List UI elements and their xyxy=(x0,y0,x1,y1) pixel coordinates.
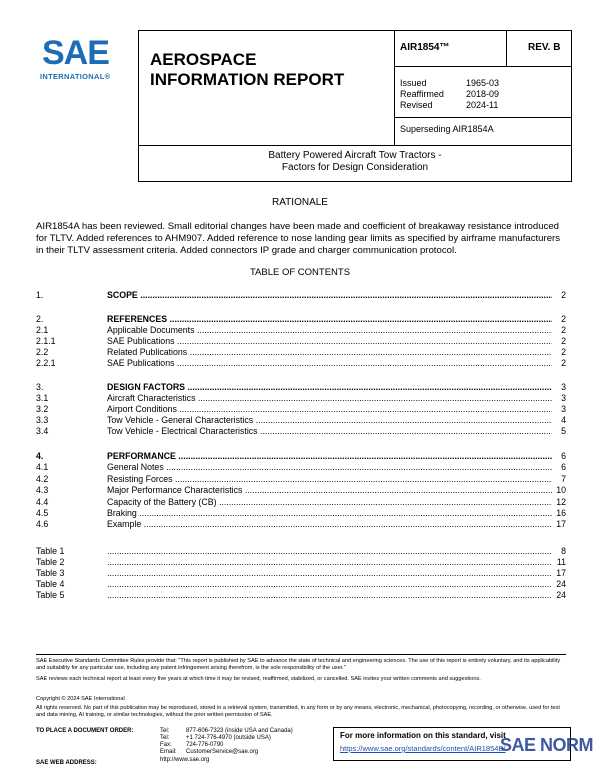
toc-entry[interactable] xyxy=(36,508,566,519)
toc-entry-title: Resisting Forces ..... xyxy=(107,474,552,485)
toc-entry-number: 3.2 xyxy=(36,404,49,414)
toc-entry-page: 16 xyxy=(556,508,566,518)
toc-entry[interactable] xyxy=(36,519,566,530)
toc-entry[interactable] xyxy=(36,325,566,336)
toc-leader-dots xyxy=(107,557,552,568)
report-type-line1: AEROSPACE xyxy=(150,50,257,69)
header-divider xyxy=(394,117,572,118)
document-number: AIR1854™ xyxy=(400,42,450,53)
toc-leader-dots xyxy=(107,590,552,601)
document-title xyxy=(138,150,572,174)
toc-entry-number: 3.1 xyxy=(36,393,49,403)
tel-value[interactable]: 877-606-7323 (inside USA and Canada) xyxy=(186,728,293,734)
toc-entry-number: 4.4 xyxy=(36,497,49,507)
email-label: Email: xyxy=(160,749,177,755)
toc-entry[interactable] xyxy=(36,382,566,393)
footer-divider xyxy=(36,654,566,655)
toc-entry[interactable] xyxy=(36,451,566,462)
toc-table-page: 24 xyxy=(556,590,566,600)
toc-entry[interactable] xyxy=(36,485,566,496)
toc-entry-title: Capacity of the Battery (CB) ..... xyxy=(107,497,552,508)
toc-entry-number: 4.6 xyxy=(36,519,49,529)
footer-review-note: SAE reviews each technical report at least every five years at which time it may be revised, reaffirmed, stabilized, or cancelled. SAE invites your written comments and suggestions. xyxy=(36,676,481,682)
toc-entry[interactable] xyxy=(36,497,566,508)
toc-entry-number: 3. xyxy=(36,382,44,392)
toc-entry-title: Aircraft Characteristics ..... xyxy=(107,393,552,404)
sae-logo-subtitle: INTERNATIONAL® xyxy=(40,72,111,81)
toc-entry-page: 10 xyxy=(556,485,566,495)
toc-entry-title: Braking ..... xyxy=(107,508,552,519)
report-type-line2: INFORMATION REPORT xyxy=(150,70,345,89)
toc-table-entry[interactable] xyxy=(36,579,566,590)
toc-table-entry[interactable] xyxy=(36,546,566,557)
toc-entry-title: Example ..... xyxy=(107,519,552,530)
revision-label: REV. B xyxy=(528,42,561,53)
reaffirmed-label: Reaffirmed xyxy=(400,89,444,99)
toc-entry-number: 4.1 xyxy=(36,462,49,472)
toc-entry-page: 17 xyxy=(556,519,566,529)
issued-label: Issued xyxy=(400,78,427,88)
order-label: TO PLACE A DOCUMENT ORDER: xyxy=(36,728,134,734)
issued-value: 1965-03 xyxy=(466,78,500,88)
toc-entry[interactable] xyxy=(36,290,566,301)
toc-entry-page: 5 xyxy=(561,426,566,436)
toc-entry-number: 4.5 xyxy=(36,508,49,518)
toc-entry-title: SAE Publications ..... xyxy=(107,336,552,347)
tel2-label: Tel: xyxy=(160,735,170,741)
toc-table-label: Table 1 xyxy=(36,546,65,556)
toc-entry-number: 2. xyxy=(36,314,44,324)
web-label: SAE WEB ADDRESS: xyxy=(36,760,97,766)
toc-table-label: Table 4 xyxy=(36,579,65,589)
toc-table-entry[interactable] xyxy=(36,557,566,568)
footer-copyright: Copyright © 2024 SAE International xyxy=(36,696,125,702)
toc-entry-number: 2.1.1 xyxy=(36,336,56,346)
web-link[interactable]: http://www.sae.org xyxy=(160,757,210,763)
toc-heading: TABLE OF CONTENTS xyxy=(249,267,351,278)
standard-url-link[interactable]: https://www.sae.org/standards/content/AIR1854B/ xyxy=(340,744,506,753)
header-divider xyxy=(394,30,395,146)
toc-leader-dots xyxy=(107,579,552,590)
toc-entry-page: 4 xyxy=(561,415,566,425)
toc-table-entry[interactable] xyxy=(36,590,566,601)
toc-entry-number: 4. xyxy=(36,451,44,461)
revised-value: 2024-11 xyxy=(466,100,499,110)
toc-entry-number: 4.3 xyxy=(36,485,49,495)
footer-rights: All rights reserved. No part of this publication may be reproduced, stored in a retrieval system, transmitted, in any form or by any means, electronic, mechanical, photocopying, recording, or otherwise, used for text and data mining, AI training, or similar technologies, without the prior written permission of SAE. xyxy=(36,705,560,718)
toc-entry-title: DESIGN FACTORS ..... xyxy=(107,382,552,393)
header-divider xyxy=(394,66,572,67)
toc-entry-page: 2 xyxy=(561,290,566,300)
toc-table-page: 17 xyxy=(556,568,566,578)
rationale-text: AIR1854A has been reviewed. Small editorial changes have been made and coefficient of breakaway resistance introduced for TLTV. Added references to AHM907. Added reference to nose landing gear limits as specified by airframe manufacturers in their TLTV assessment criteria. Added connectors IP grade and charger communication protocol. xyxy=(36,221,561,256)
toc-entry[interactable] xyxy=(36,347,566,358)
toc-entry-number: 2.2 xyxy=(36,347,49,357)
toc-entry-number: 2.2.1 xyxy=(36,358,56,368)
toc-leader-dots xyxy=(107,546,552,557)
toc-entry-number: 3.4 xyxy=(36,426,49,436)
toc-entry[interactable] xyxy=(36,474,566,485)
watermark: SAE NORM xyxy=(500,735,594,755)
toc-table-page: 8 xyxy=(561,546,566,556)
toc-leader-dots xyxy=(107,568,552,579)
toc-entry-page: 6 xyxy=(561,462,566,472)
toc-entry-number: 4.2 xyxy=(36,474,49,484)
header-divider xyxy=(506,30,507,66)
toc-entry-number: 2.1 xyxy=(36,325,49,335)
info-box-text: For more information on this standard, visit xyxy=(340,731,506,740)
toc-entry-title: SCOPE ..... xyxy=(107,290,552,301)
toc-entry[interactable] xyxy=(36,358,566,369)
toc-entry[interactable] xyxy=(36,462,566,473)
toc-entry-page: 2 xyxy=(561,347,566,357)
tel-label: Tel: xyxy=(160,728,170,734)
toc-entry-page: 3 xyxy=(561,382,566,392)
toc-entry[interactable] xyxy=(36,404,566,415)
toc-entry[interactable] xyxy=(36,426,566,437)
toc-entry[interactable] xyxy=(36,336,566,347)
toc-entry-title: REFERENCES ..... xyxy=(107,314,552,325)
toc-entry-title: Related Publications ..... xyxy=(107,347,552,358)
toc-entry-page: 6 xyxy=(561,451,566,461)
toc-entry-title: Applicable Documents ..... xyxy=(107,325,552,336)
rationale-heading: RATIONALE xyxy=(272,197,328,208)
toc-entry-number: 1. xyxy=(36,290,44,300)
toc-table-label: Table 5 xyxy=(36,590,65,600)
toc-entry-title: PERFORMANCE ..... xyxy=(107,451,552,462)
document-title-line1: Battery Powered Aircraft Tow Tractors - xyxy=(268,150,442,161)
toc-entry-page: 2 xyxy=(561,314,566,324)
toc-entry[interactable] xyxy=(36,314,566,325)
fax-label: Fax: xyxy=(160,742,172,748)
footer-disclaimer: SAE Executive Standards Committee Rules provide that: "This report is published by SAE to advance the state of technical and engineering sciences. The use of this report is entirely voluntary, and its applicability and suitability for any particular use, including any patent infringement arising therefrom, is the sole responsibility of the user." xyxy=(36,658,561,671)
toc-entry-page: 7 xyxy=(561,474,566,484)
email-link[interactable]: CustomerService@sae.org xyxy=(186,749,259,755)
toc-entry-title: Tow Vehicle - General Characteristics ..... xyxy=(107,415,552,426)
sae-logo: SAE xyxy=(42,34,109,72)
toc-entry[interactable] xyxy=(36,393,566,404)
toc-entry-title: General Notes ..... xyxy=(107,462,552,473)
revised-label: Revised xyxy=(400,100,433,110)
toc-entry-page: 2 xyxy=(561,358,566,368)
toc-entry-title: Tow Vehicle - Electrical Characteristics ..... xyxy=(107,426,552,437)
reaffirmed-value: 2018-09 xyxy=(466,89,500,99)
toc-entry-title: Major Performance Characteristics ..... xyxy=(107,485,552,496)
tel2-value[interactable]: +1 724-776-4970 (outside USA) xyxy=(186,735,271,741)
toc-entry-number: 3.3 xyxy=(36,415,49,425)
toc-table-entry[interactable] xyxy=(36,568,566,579)
superseding-note: Superseding AIR1854A xyxy=(400,124,494,134)
toc-entry-page: 12 xyxy=(556,497,566,507)
toc-entry-page: 2 xyxy=(561,336,566,346)
toc-table-label: Table 2 xyxy=(36,557,65,567)
toc-entry-page: 3 xyxy=(561,393,566,403)
toc-entry-page: 3 xyxy=(561,404,566,414)
toc-table-page: 24 xyxy=(556,579,566,589)
toc-table-page: 11 xyxy=(556,557,566,567)
document-title-line2: Factors for Design Consideration xyxy=(281,162,429,173)
fax-value: 724-776-0790 xyxy=(186,742,224,748)
toc-entry[interactable] xyxy=(36,415,566,426)
toc-entry-page: 2 xyxy=(561,325,566,335)
toc-table-label: Table 3 xyxy=(36,568,65,578)
toc-entry-title: Airport Conditions ..... xyxy=(107,404,552,415)
toc-entry-title: SAE Publications ..... xyxy=(107,358,552,369)
